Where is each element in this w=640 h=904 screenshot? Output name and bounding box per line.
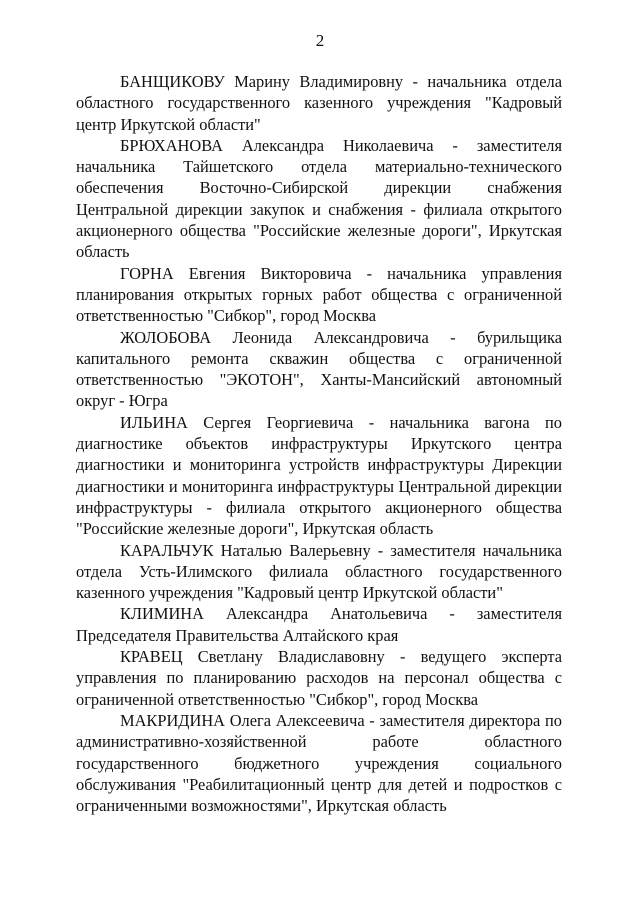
list-item: КРАВЕЦ Светлану Владиславовну - ведущего эксперта управления по планированию расходов на персонал общества с ограниченной ответственностью "Сибкор", город Москва xyxy=(76,647,562,709)
list-item: КАРАЛЬЧУК Наталью Валерьевну - заместителя начальника отдела Усть-Илимского филиала областного государственного казенного учреждения "Кадровый центр Иркутской области" xyxy=(76,540,562,603)
list-item: ГОРНА Евгения Викторовича - начальника управления планирования открытых горных работ общества с ограниченной ответственностью "Сибкор", город Москва xyxy=(76,263,562,326)
list-item: БАНЩИКОВУ Марину Владимировну - начальника отдела областного государственного казенного учреждения "Кадровый центр Иркутской области" xyxy=(76,72,562,134)
list-item: БРЮХАНОВА Александра Николаевича - заместителя начальника Тайшетского отдела материально-технического обеспечения Восточно-Сибирской дирекции снабжения Центральной дирекции закупок и снабжения - филиала открытого акционерного общества "Российские железные дороги", Иркутская область xyxy=(76,135,562,262)
award-list xyxy=(76,71,562,816)
list-item: ЖОЛОБОВА Леонида Александровича - бурильщика капитального ремонта скважин общества с ограниченной ответственностью "ЭКОТОН", Ханты-Мансийский автономный округ - Югра xyxy=(76,327,562,411)
list-item: КЛИМИНА Александра Анатольевича - заместителя Председателя Правительства Алтайского края xyxy=(76,604,562,645)
page-number: 2 xyxy=(315,31,325,50)
list-item: МАКРИДИНА Олега Алексеевича - заместителя директора по административно-хозяйственной работе областного государственного бюджетного учреждения социального обслуживания "Реабилитационный центр для детей и подростков с ограниченными возможностями", Иркутская область xyxy=(76,710,562,816)
list-item: ИЛЬИНА Сергея Георгиевича - начальника вагона по диагностике объектов инфраструктуры Иркутского центра диагностики и мониторинга устройств инфраструктуры Дирекции диагностики и мониторинга инфраструктуры Центральной дирекции инфраструктуры - филиала открытого акционерного общества "Российские железные дороги", Иркутская область xyxy=(76,412,562,539)
